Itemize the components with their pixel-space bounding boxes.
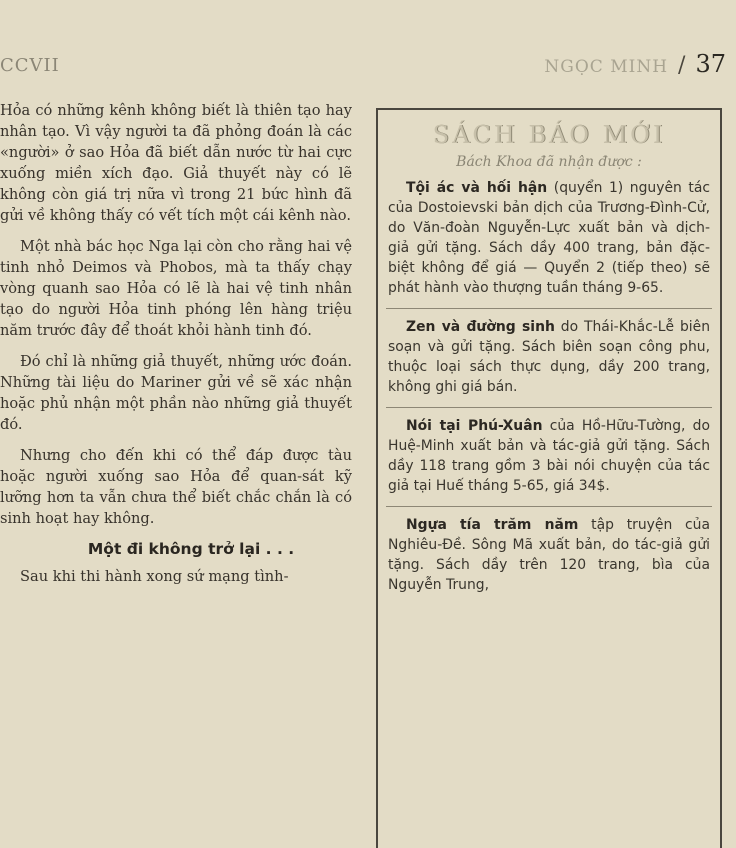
running-title: NGỌC MINH [544, 57, 669, 77]
book-title: Nói tại Phú-Xuân [406, 418, 543, 434]
book-entry [386, 416, 712, 502]
book-description: do Thái-Khắc-Lễ biên soạn và gửi tặng. Sách biên soạn công phu, thuộc loại sách thực dụng, dầy 200 trang, không ghi giá bán. [388, 319, 710, 395]
book-description: (quyển 1) nguyên tác của Dostoievski bản dịch của Trương-Đình-Cử, do Văn-đoàn Nguyễn-Lực xuất bản và dịch-giả gửi tặng. Sách dầy 400 trang, bản đặc-biệt không để giá — Quyển 2 (tiếp theo) sẽ phát hành vào thượng tuần tháng 9-65. [388, 180, 710, 296]
book-title: Ngựa tía trăm năm [406, 517, 579, 533]
page-header [544, 50, 726, 78]
article-paragraph: Đó chỉ là những giả thuyết, những ước đoán. Những tài liệu do Mariner gửi về sẽ xác nhận hoặc phủ nhận một phần nào những giả thuyết đó. [0, 353, 352, 433]
box-title: SÁCH BÁO MỚI [432, 121, 666, 149]
book-title: Zen và đường sinh [406, 319, 555, 335]
entry-divider [386, 308, 712, 309]
book-entry [386, 178, 712, 304]
header-separator: / [678, 53, 686, 78]
book-description: của Hồ-Hữu-Tường, do Huệ-Minh xuất bản và tác-giả gửi tặng. Sách dầy 118 trang gồm 3 bài nói chuyện của tác giả tại Huế tháng 5-65, giá 34$. [388, 418, 710, 494]
article-column [0, 100, 352, 597]
article-paragraph: Hỏa có những kênh không biết là thiên tạo hay nhân tạo. Vì vậy người ta đã phỏng đoán là các «người» ở sao Hỏa đã biết dẫn nước từ hai cực xuống miền xích đạo. Giả thuyết này có lẽ không còn giá trị nữa vì trong 21 bức hình đã gửi về không thấy có vết tích một cái kênh nào. [0, 102, 352, 224]
book-entry [386, 317, 712, 403]
article-subheading: Một đi không trở lại . . . [87, 540, 295, 558]
book-description: tập truyện của Nghiêu-Đề. Sông Mã xuất bản, do tác-giả gửi tặng. Sách dầy trên 120 trang, bìa của Nguyễn Trung, [388, 517, 710, 593]
page-number: 37 [695, 50, 726, 78]
new-books-box [376, 108, 722, 848]
book-title: Tội ác và hối hận [406, 180, 548, 196]
box-subtitle: Bách Khoa đã nhận được : [456, 154, 642, 170]
page-header-section-number: CCVII [0, 55, 60, 76]
entry-divider [386, 506, 712, 507]
entry-divider [386, 407, 712, 408]
article-paragraph: Sau khi thi hành xong sứ mạng tình- [20, 568, 289, 585]
book-entry [386, 515, 712, 601]
article-paragraph: Nhưng cho đến khi có thể đáp được tàu hoặc người xuống sao Hỏa để quan-sát kỹ lưỡng hơn ta vẫn chưa thể biết chắc chắn là có sinh hoạt hay không. [0, 447, 352, 527]
article-paragraph: Một nhà bác học Nga lại còn cho rằng hai vệ tinh nhỏ Deimos và Phobos, mà ta thấy chạy vòng quanh sao Hỏa có lẽ là hai vệ tinh nhân tạo do người Hỏa tinh phóng lên hàng triệu năm trước đây để thoát khỏi hành tinh đó. [0, 238, 352, 339]
